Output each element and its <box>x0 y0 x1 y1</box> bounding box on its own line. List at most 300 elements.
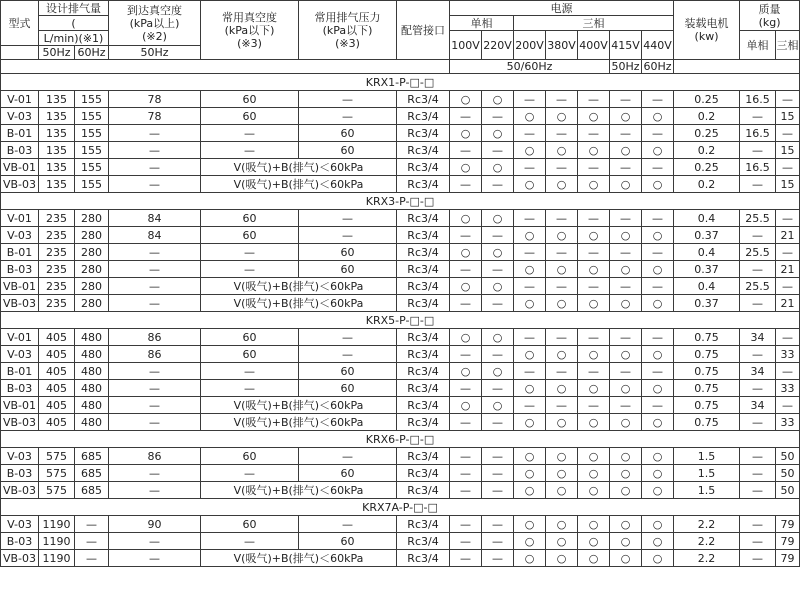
cell-v440: — <box>642 125 674 142</box>
cell-motor: 2.2 <box>674 550 740 567</box>
cell-mass-single: 16.5 <box>740 125 776 142</box>
cell-v220: — <box>482 533 514 550</box>
cell-mass-three: 21 <box>776 295 800 312</box>
cell-v400: ○ <box>578 414 610 431</box>
cell-ultimate-vacuum: — <box>109 414 201 431</box>
cell-port: Rc3/4 <box>397 380 450 397</box>
cell-motor: 0.4 <box>674 244 740 261</box>
section-title: KRX1-P-□-□ <box>1 74 800 91</box>
cell-displacement-50hz: 235 <box>39 244 75 261</box>
section-header-row <box>1 74 800 91</box>
cell-motor: 2.2 <box>674 516 740 533</box>
table-row <box>1 363 800 380</box>
cell-model: V-03 <box>1 346 39 363</box>
cell-model: B-01 <box>1 125 39 142</box>
cell-ultimate-vacuum: — <box>109 159 201 176</box>
table-row <box>1 295 800 312</box>
cell-port: Rc3/4 <box>397 363 450 380</box>
cell-mass-three: — <box>776 329 800 346</box>
cell-v220: — <box>482 550 514 567</box>
cell-v100: ○ <box>450 125 482 142</box>
header-right-filler <box>674 60 800 74</box>
cell-ultimate-vacuum: — <box>109 550 201 567</box>
cell-v380: ○ <box>546 261 578 278</box>
cell-port: Rc3/4 <box>397 414 450 431</box>
cell-discharge-pressure: 60 <box>299 363 397 380</box>
cell-v220: — <box>482 465 514 482</box>
cell-mass-single: 34 <box>740 329 776 346</box>
cell-port: Rc3/4 <box>397 329 450 346</box>
cell-port: Rc3/4 <box>397 295 450 312</box>
cell-v100: — <box>450 516 482 533</box>
cell-v400: ○ <box>578 550 610 567</box>
cell-displacement-60hz: 155 <box>75 125 109 142</box>
cell-model: B-03 <box>1 465 39 482</box>
header-voltage-200: 200V <box>514 31 546 60</box>
cell-mass-single: — <box>740 448 776 465</box>
cell-discharge-pressure: — <box>299 210 397 227</box>
cell-motor: 1.5 <box>674 465 740 482</box>
cell-mass-single: 16.5 <box>740 91 776 108</box>
cell-v415: ○ <box>610 346 642 363</box>
header-hz5060: 50/60Hz <box>450 60 610 74</box>
cell-v100: ○ <box>450 159 482 176</box>
cell-v100: — <box>450 108 482 125</box>
cell-v415: — <box>610 278 642 295</box>
cell-v380: ○ <box>546 380 578 397</box>
cell-v200: — <box>514 329 546 346</box>
header-ultimate-vacuum <box>109 1 201 46</box>
cell-v100: — <box>450 380 482 397</box>
cell-ultimate-vacuum: — <box>109 533 201 550</box>
cell-port: Rc3/4 <box>397 397 450 414</box>
cell-model: VB-03 <box>1 550 39 567</box>
cell-displacement-50hz: 235 <box>39 261 75 278</box>
cell-operating-vacuum: 60 <box>201 210 299 227</box>
cell-v220: ○ <box>482 210 514 227</box>
cell-operating-vacuum: 60 <box>201 227 299 244</box>
cell-v400: ○ <box>578 108 610 125</box>
cell-displacement-60hz: — <box>75 550 109 567</box>
cell-ultimate-vacuum: — <box>109 125 201 142</box>
cell-v200: ○ <box>514 176 546 193</box>
cell-model: B-01 <box>1 363 39 380</box>
table-row <box>1 125 800 142</box>
cell-v400: ○ <box>578 295 610 312</box>
section-title: KRX3-P-□-□ <box>1 193 800 210</box>
cell-v400: ○ <box>578 448 610 465</box>
cell-motor: 0.75 <box>674 346 740 363</box>
cell-mass-single: — <box>740 482 776 499</box>
cell-v100: — <box>450 346 482 363</box>
cell-v100: — <box>450 533 482 550</box>
cell-motor: 0.75 <box>674 414 740 431</box>
header-ultimate-l2: (kPa以上) <box>129 16 180 30</box>
cell-discharge-pressure: — <box>299 227 397 244</box>
cell-displacement-60hz: 155 <box>75 108 109 125</box>
header-ultimate-l3: (※2) <box>142 29 167 43</box>
cell-displacement-50hz: 405 <box>39 329 75 346</box>
cell-discharge-pressure: — <box>299 516 397 533</box>
header-model-filler <box>1 46 39 60</box>
cell-v100: ○ <box>450 329 482 346</box>
table-row <box>1 176 800 193</box>
cell-displacement-50hz: 405 <box>39 397 75 414</box>
cell-ultimate-vacuum: 78 <box>109 91 201 108</box>
cell-v415: ○ <box>610 448 642 465</box>
cell-port: Rc3/4 <box>397 210 450 227</box>
cell-v200: ○ <box>514 227 546 244</box>
cell-displacement-60hz: 155 <box>75 159 109 176</box>
cell-v440: ○ <box>642 346 674 363</box>
table-row <box>1 159 800 176</box>
cell-operating-vacuum: — <box>201 380 299 397</box>
cell-operating-vacuum: 60 <box>201 346 299 363</box>
cell-model: VB-01 <box>1 159 39 176</box>
table-row <box>1 91 800 108</box>
cell-mass-single: — <box>740 108 776 125</box>
table-row <box>1 227 800 244</box>
cell-mass-three: 33 <box>776 346 800 363</box>
cell-displacement-50hz: 1190 <box>39 550 75 567</box>
cell-mass-three: — <box>776 210 800 227</box>
cell-v400: ○ <box>578 261 610 278</box>
cell-v380: — <box>546 159 578 176</box>
header-hz50-415: 50Hz <box>611 60 640 73</box>
cell-v400: — <box>578 329 610 346</box>
cell-v220: — <box>482 448 514 465</box>
cell-model: V-01 <box>1 210 39 227</box>
cell-v100: — <box>450 414 482 431</box>
table-row <box>1 142 800 159</box>
table-body <box>1 74 800 567</box>
cell-displacement-60hz: 280 <box>75 261 109 278</box>
cell-model: V-03 <box>1 448 39 465</box>
cell-displacement-60hz: 685 <box>75 482 109 499</box>
cell-v440: ○ <box>642 108 674 125</box>
cell-motor: 0.2 <box>674 108 740 125</box>
cell-mass-three: 50 <box>776 448 800 465</box>
cell-v100: ○ <box>450 244 482 261</box>
cell-v415: ○ <box>610 482 642 499</box>
cell-displacement-50hz: 135 <box>39 125 75 142</box>
cell-ultimate-vacuum: — <box>109 295 201 312</box>
table-row <box>1 261 800 278</box>
cell-discharge-pressure: — <box>299 346 397 363</box>
cell-v220: — <box>482 108 514 125</box>
cell-v380: ○ <box>546 414 578 431</box>
cell-v415: — <box>610 125 642 142</box>
cell-motor: 0.4 <box>674 278 740 295</box>
cell-mass-single: 16.5 <box>740 159 776 176</box>
cell-displacement-50hz: 135 <box>39 176 75 193</box>
cell-operating-vacuum: V(吸气)+B(排气)＜60kPa <box>201 397 397 414</box>
table-row <box>1 108 800 125</box>
header-motor-l2: (kw) <box>694 30 719 43</box>
cell-v220: — <box>482 261 514 278</box>
cell-mass-single: — <box>740 550 776 567</box>
cell-mass-single: 25.5 <box>740 278 776 295</box>
cell-operating-vacuum: V(吸气)+B(排气)＜60kPa <box>201 482 397 499</box>
cell-v200: — <box>514 397 546 414</box>
header-displacement-l2: ( <box>39 16 109 31</box>
cell-v380: ○ <box>546 176 578 193</box>
cell-v400: — <box>578 159 610 176</box>
cell-displacement-60hz: — <box>75 533 109 550</box>
cell-operating-vacuum: — <box>201 465 299 482</box>
cell-mass-three: 21 <box>776 261 800 278</box>
cell-model: V-01 <box>1 91 39 108</box>
cell-v220: — <box>482 295 514 312</box>
cell-v400: ○ <box>578 380 610 397</box>
cell-v220: ○ <box>482 363 514 380</box>
section-header-row <box>1 499 800 516</box>
cell-operating-vacuum: — <box>201 125 299 142</box>
cell-v200: ○ <box>514 414 546 431</box>
cell-v380: ○ <box>546 482 578 499</box>
cell-v200: ○ <box>514 346 546 363</box>
table-row <box>1 380 800 397</box>
cell-displacement-60hz: 155 <box>75 91 109 108</box>
cell-model: V-03 <box>1 108 39 125</box>
table-row <box>1 465 800 482</box>
cell-v400: ○ <box>578 142 610 159</box>
header-voltage-220: 220V <box>482 31 514 60</box>
section-header-row <box>1 312 800 329</box>
cell-ultimate-vacuum: — <box>109 482 201 499</box>
cell-v415: — <box>610 210 642 227</box>
cell-v440: — <box>642 159 674 176</box>
cell-displacement-60hz: 480 <box>75 397 109 414</box>
cell-v380: — <box>546 363 578 380</box>
header-vacuum-l2: (kPa以下) <box>224 23 275 37</box>
cell-mass-single: 34 <box>740 363 776 380</box>
cell-v220: — <box>482 346 514 363</box>
cell-v100: — <box>450 261 482 278</box>
header-voltage-400: 400V <box>578 31 610 60</box>
header-pressure-l1: 常用排气压力 <box>314 10 381 24</box>
cell-v440: — <box>642 278 674 295</box>
cell-v440: ○ <box>642 465 674 482</box>
cell-port: Rc3/4 <box>397 448 450 465</box>
cell-motor: 0.25 <box>674 125 740 142</box>
cell-operating-vacuum: V(吸气)+B(排气)＜60kPa <box>201 159 397 176</box>
cell-operating-vacuum: — <box>201 261 299 278</box>
cell-ultimate-vacuum: — <box>109 278 201 295</box>
cell-v400: ○ <box>578 465 610 482</box>
cell-discharge-pressure: 60 <box>299 465 397 482</box>
cell-v415: ○ <box>610 227 642 244</box>
cell-motor: 0.75 <box>674 363 740 380</box>
cell-v415: ○ <box>610 142 642 159</box>
cell-mass-three: 50 <box>776 465 800 482</box>
cell-port: Rc3/4 <box>397 142 450 159</box>
header-operating-vacuum <box>201 1 299 60</box>
cell-v200: ○ <box>514 380 546 397</box>
header-voltage-440: 440V <box>642 31 674 60</box>
cell-operating-vacuum: 60 <box>201 91 299 108</box>
cell-v380: ○ <box>546 448 578 465</box>
cell-v440: — <box>642 397 674 414</box>
cell-v100: — <box>450 482 482 499</box>
table-row <box>1 448 800 465</box>
cell-v100: ○ <box>450 363 482 380</box>
cell-model: B-01 <box>1 244 39 261</box>
cell-motor: 0.75 <box>674 380 740 397</box>
cell-ultimate-vacuum: — <box>109 176 201 193</box>
cell-v400: ○ <box>578 482 610 499</box>
cell-v200: ○ <box>514 108 546 125</box>
cell-port: Rc3/4 <box>397 550 450 567</box>
cell-displacement-50hz: 235 <box>39 227 75 244</box>
cell-v380: — <box>546 397 578 414</box>
cell-displacement-50hz: 1190 <box>39 516 75 533</box>
cell-mass-single: — <box>740 295 776 312</box>
cell-v415: ○ <box>610 261 642 278</box>
cell-v400: ○ <box>578 346 610 363</box>
cell-port: Rc3/4 <box>397 516 450 533</box>
cell-port: Rc3/4 <box>397 533 450 550</box>
cell-v400: ○ <box>578 533 610 550</box>
cell-model: V-03 <box>1 516 39 533</box>
cell-model: V-03 <box>1 227 39 244</box>
cell-v200: ○ <box>514 261 546 278</box>
cell-operating-vacuum: 60 <box>201 448 299 465</box>
cell-mass-three: — <box>776 363 800 380</box>
cell-ultimate-vacuum: 84 <box>109 210 201 227</box>
header-mass <box>740 1 800 31</box>
header-model: 型式 <box>1 1 39 46</box>
cell-v380: — <box>546 91 578 108</box>
cell-motor: 0.37 <box>674 295 740 312</box>
cell-v220: ○ <box>482 159 514 176</box>
cell-model: B-03 <box>1 261 39 278</box>
cell-v220: — <box>482 482 514 499</box>
cell-operating-vacuum: V(吸气)+B(排气)＜60kPa <box>201 295 397 312</box>
cell-operating-vacuum: V(吸气)+B(排气)＜60kPa <box>201 278 397 295</box>
cell-v440: — <box>642 210 674 227</box>
cell-v440: ○ <box>642 482 674 499</box>
cell-v440: ○ <box>642 533 674 550</box>
header-frequency-filler <box>1 60 450 74</box>
cell-displacement-60hz: — <box>75 516 109 533</box>
cell-port: Rc3/4 <box>397 261 450 278</box>
cell-v200: — <box>514 91 546 108</box>
cell-v200: ○ <box>514 295 546 312</box>
cell-v440: ○ <box>642 295 674 312</box>
cell-v440: — <box>642 363 674 380</box>
cell-v380: — <box>546 210 578 227</box>
cell-ultimate-vacuum: 84 <box>109 227 201 244</box>
cell-v200: ○ <box>514 142 546 159</box>
cell-motor: 0.4 <box>674 210 740 227</box>
cell-port: Rc3/4 <box>397 125 450 142</box>
header-mass-l1: 质量 <box>758 2 781 16</box>
cell-ultimate-vacuum: — <box>109 244 201 261</box>
cell-v400: ○ <box>578 227 610 244</box>
cell-mass-three: — <box>776 278 800 295</box>
cell-mass-single: — <box>740 516 776 533</box>
cell-motor: 0.2 <box>674 176 740 193</box>
cell-discharge-pressure: — <box>299 108 397 125</box>
header-voltage-415: 415V <box>610 31 642 60</box>
header-voltage-380: 380V <box>546 31 578 60</box>
cell-mass-three: 79 <box>776 550 800 567</box>
cell-displacement-50hz: 575 <box>39 465 75 482</box>
cell-displacement-50hz: 235 <box>39 210 75 227</box>
cell-v220: ○ <box>482 91 514 108</box>
cell-v380: ○ <box>546 465 578 482</box>
cell-v440: — <box>642 244 674 261</box>
cell-model: VB-03 <box>1 414 39 431</box>
cell-v380: ○ <box>546 295 578 312</box>
cell-displacement-60hz: 480 <box>75 363 109 380</box>
cell-v100: — <box>450 465 482 482</box>
cell-v100: — <box>450 448 482 465</box>
header-power: 电源 <box>450 1 674 16</box>
cell-v100: — <box>450 176 482 193</box>
cell-v440: ○ <box>642 448 674 465</box>
cell-v415: — <box>610 397 642 414</box>
cell-model: VB-01 <box>1 278 39 295</box>
cell-v415: ○ <box>610 414 642 431</box>
cell-operating-vacuum: 60 <box>201 516 299 533</box>
cell-v400: — <box>578 363 610 380</box>
cell-v415: — <box>610 159 642 176</box>
cell-port: Rc3/4 <box>397 176 450 193</box>
cell-ultimate-vacuum: 86 <box>109 448 201 465</box>
table-row <box>1 533 800 550</box>
cell-operating-vacuum: 60 <box>201 108 299 125</box>
cell-v220: ○ <box>482 244 514 261</box>
header-hz60-440: 60Hz <box>643 60 672 73</box>
cell-v380: ○ <box>546 142 578 159</box>
table-row <box>1 210 800 227</box>
cell-displacement-60hz: 480 <box>75 346 109 363</box>
cell-v415: — <box>610 244 642 261</box>
cell-v440: ○ <box>642 142 674 159</box>
cell-discharge-pressure: 60 <box>299 261 397 278</box>
cell-mass-single: — <box>740 176 776 193</box>
cell-port: Rc3/4 <box>397 244 450 261</box>
cell-v200: ○ <box>514 533 546 550</box>
header-ultimate-l1: 到达真空度 <box>127 3 182 17</box>
table-row <box>1 278 800 295</box>
cell-port: Rc3/4 <box>397 278 450 295</box>
cell-displacement-50hz: 235 <box>39 278 75 295</box>
cell-model: B-03 <box>1 533 39 550</box>
cell-ultimate-vacuum: 90 <box>109 516 201 533</box>
cell-mass-three: 21 <box>776 227 800 244</box>
cell-v400: — <box>578 210 610 227</box>
table-row <box>1 414 800 431</box>
header-pressure-l2: (kPa以下) <box>322 23 373 37</box>
cell-displacement-60hz: 280 <box>75 295 109 312</box>
cell-v440: ○ <box>642 414 674 431</box>
cell-v440: ○ <box>642 261 674 278</box>
cell-v100: — <box>450 227 482 244</box>
cell-ultimate-vacuum: — <box>109 397 201 414</box>
cell-model: VB-01 <box>1 397 39 414</box>
cell-v220: — <box>482 176 514 193</box>
cell-mass-single: — <box>740 414 776 431</box>
cell-mass-single: — <box>740 380 776 397</box>
cell-v100: ○ <box>450 397 482 414</box>
cell-discharge-pressure: — <box>299 91 397 108</box>
cell-model: VB-03 <box>1 176 39 193</box>
cell-mass-three: 50 <box>776 482 800 499</box>
cell-v100: ○ <box>450 210 482 227</box>
